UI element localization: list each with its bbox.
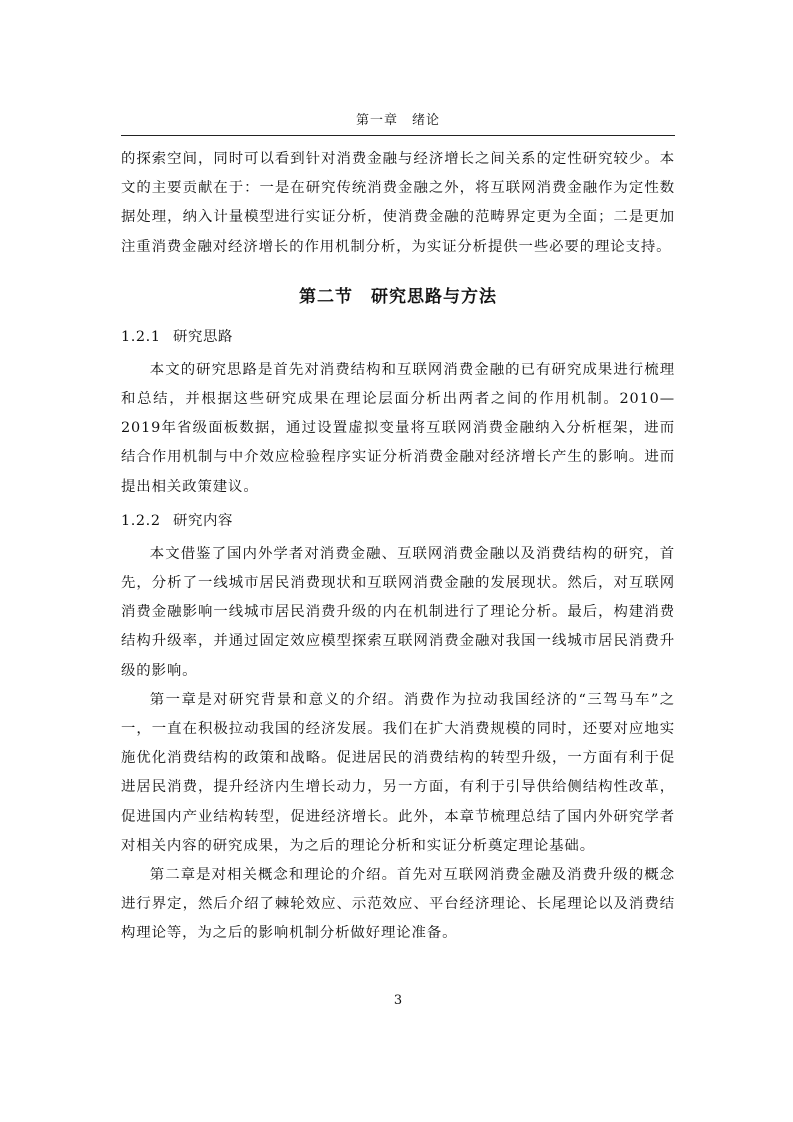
subsection-heading-1 [121,324,675,350]
subsection-heading-2 [121,508,675,534]
subsection-title: 研究内容 [173,512,233,529]
page-number: 3 [393,993,403,1008]
subsection-number: 1.2.2 [121,512,161,529]
continuation-paragraph: 的探索空间，同时可以看到针对消费金融与经济增长之间关系的定性研究较少。本文的主要贡献在于：一是在研究传统消费金融之外，将互联网消费金融作为定性数据处理，纳入计量模型进行实证分析，使消费金融的范畴界定更为全面；二是更加注重消费金融对经济增长的作用机制分析，为实证分析提供一些必要的理论支持。 [121,151,675,255]
chapter-one-paragraph: 第一章是对研究背景和意义的介绍。消费作为拉动我国经济的“三驾马车”之一，一直在积极拉动我国的经济发展。我们在扩大消费规模的同时，还要对应地实施优化消费结构的政策和战略。促进居民的消费结构的转型升级，一方面有利于促进居民消费，提升经济内生增长动力，另一方面，有利于引导供给侧结构性改革，促进国内产业结构转型，促进经济增长。此外，本章节梳理总结了国内外研究学者对相关内容的研究成果，为之后的理论分析和实证分析奠定理论基础。 [121,691,675,854]
research-content-paragraph: 本文借鉴了国内外学者对消费金融、互联网消费金融以及消费结构的研究，首先，分析了一线城市居民消费现状和互联网消费金融的发展现状。然后，对互联网消费金融影响一线城市居民消费升级的内在机制进行了理论分析。最后，构建消费结构升级率，并通过固定效应模型探索互联网消费金融对我国一线城市居民消费升级的影响。 [121,545,675,679]
running-header: 第一章 绪论 [355,113,440,128]
subsection-number: 1.2.1 [121,328,161,345]
research-approach-paragraph: 本文的研究思路是首先对消费结构和互联网消费金融的已有研究成果进行梳理和总结，并根据这些研究成果在理论层面分析出两者之间的作用机制。2010—2019年省级面板数据，通过设置虚拟变量将互联网消费金融纳入分析框架，进而结合作用机制与中介效应检验程序实证分析消费金融对经济增长产生的影响。进而提出相关政策建议。 [121,361,675,495]
chapter-two-paragraph: 第二章是对相关概念和理论的介绍。首先对互联网消费金融及消费升级的概念进行界定，然后介绍了棘轮效应、示范效应、平台经济理论、长尾理论以及消费结构理论等，为之后的影响机制分析做好理论准备。 [121,867,675,942]
page-content [121,145,675,949]
header-rule [121,135,675,136]
section-title: 第二节 研究思路与方法 [299,286,497,307]
subsection-title: 研究思路 [173,328,233,345]
